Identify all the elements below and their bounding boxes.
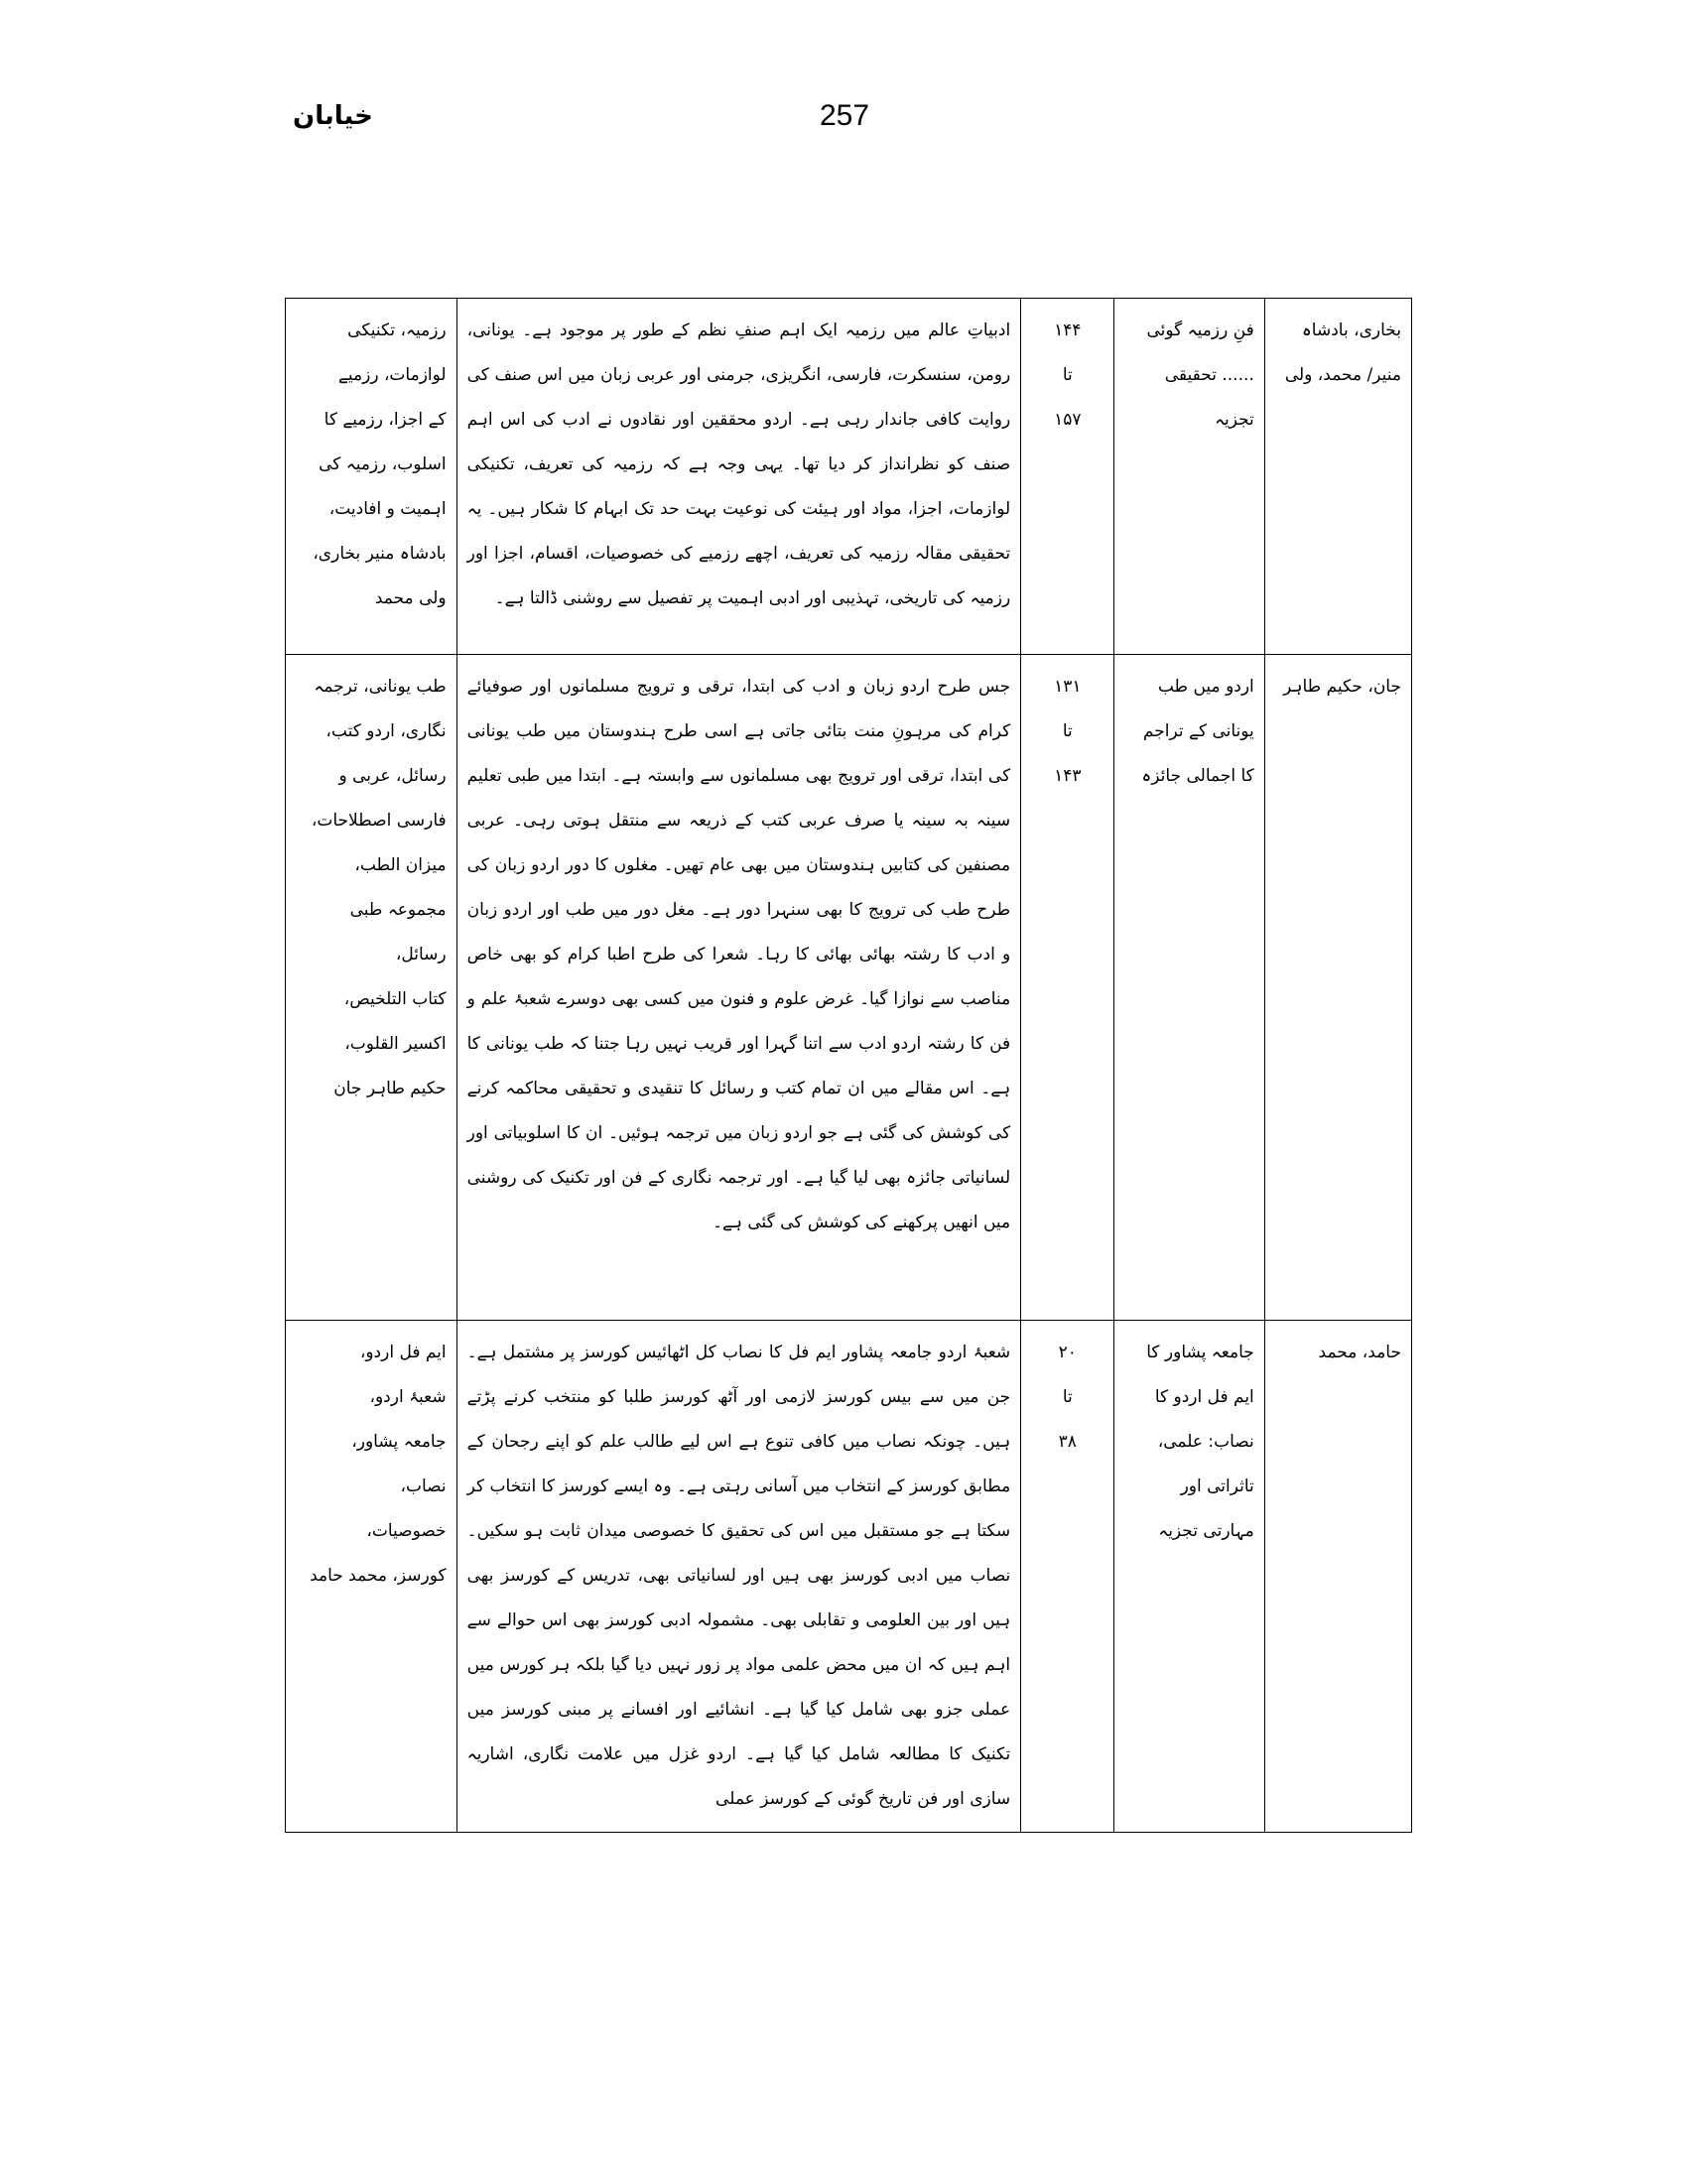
page-separator: تا xyxy=(1062,1387,1073,1407)
keyword-line: کورسز، محمد حامد xyxy=(310,1566,447,1586)
keyword-line: لوازمات، رزمیے xyxy=(337,365,447,385)
keyword-line: جامعہ پشاور، xyxy=(351,1432,447,1452)
author-cell: جان، حکیم طاہر xyxy=(1264,655,1411,1321)
keyword-line: ایم فل اردو، xyxy=(359,1343,447,1362)
keywords-cell xyxy=(286,1321,457,1833)
keyword-line: نگاری، اردو کتب، xyxy=(325,721,447,741)
keyword-line: خصوصیات، xyxy=(366,1521,447,1541)
title-cell: فنِ رزمیہ گوئی ...... تحقیقی تجزیہ xyxy=(1114,299,1264,655)
keyword-line: کتاب التلخیص، xyxy=(343,989,447,1009)
abstract-cell: شعبۂ اردو جامعہ پشاور ایم فل کا نصاب کل اٹھائیس کورسز پر مشتمل ہے۔ جن میں سے بیس کورسز لازمی اور آٹھ کورسز طلبا کو منتخب کرنے پڑتے ہیں۔ چونکہ نصاب میں کافی تنوع ہے اس لیے طالب علم کو اپنے رجحان کے مطابق کورسز کے انتخاب میں آسانی رہتی ہے۔ وہ ایسے کورسز کا انتخاب کر سکتا ہے جو مستقبل میں اس کی تحقیق کا خصوصی میدان ثابت ہو سکیں۔ نصاب میں ادبی کورسز بھی ہیں اور لسانیاتی بھی، تدریس کے کورسز بھی ہیں اور بین العلومی و تقابلی بھی۔ مشمولہ ادبی کورسز بھی اس حوالے سے اہم ہیں کہ ان میں محض علمی مواد پر زور نہیں دیا گیا بلکہ ہر کورس میں عملی جزو بھی شامل کیا گیا ہے۔ انشائیے اور افسانے پر مبنی کورسز میں تکنیک کا مطالعہ شامل کیا گیا ہے۔ اردو غزل میں علامت نگاری، اشاریہ سازی اور فن تاریخ گوئی کے کورسز عملی xyxy=(456,1321,1021,1833)
page-end: ۱۵۷ xyxy=(1054,410,1082,430)
keyword-line: فارسی اصطلاحات، xyxy=(311,811,447,831)
journal-title: خیابان xyxy=(293,101,373,131)
table-row xyxy=(286,1321,1412,1833)
title-cell: جامعہ پشاور کا ایم فل اردو کا نصاب: علمی، تاثراتی اور مہارتی تجزیہ xyxy=(1114,1321,1264,1833)
author-cell: بخاری، بادشاہ منیر/ محمد، ولی xyxy=(1264,299,1411,655)
keywords-cell xyxy=(286,299,457,655)
page-separator: تا xyxy=(1062,365,1073,385)
page-start: ۲۰ xyxy=(1058,1343,1077,1362)
keyword-line: رزمیہ، تکنیکی xyxy=(347,321,447,340)
keyword-line: ولی محمد xyxy=(374,588,447,608)
author-cell: حامد، محمد xyxy=(1264,1321,1411,1833)
keyword-line: اکسیر القلوب، xyxy=(344,1034,447,1054)
pages-cell xyxy=(1021,1321,1114,1833)
keyword-line: اہمیت و افادیت، xyxy=(328,499,447,519)
page-end: ۳۸ xyxy=(1058,1432,1077,1452)
abstract-cell: جس طرح اردو زبان و ادب کی ابتدا، ترقی و ترویج مسلمانوں اور صوفیائے کرام کی مرہونِ منت بتائی جاتی ہے اسی طرح ہندوستان میں طب یونانی کی ابتدا، ترقی اور ترویج بھی مسلمانوں سے وابستہ ہے۔ ابتدا میں طبی تعلیم سینہ بہ سینہ یا صرف عربی کتب کے ذریعہ سے منتقل ہوتی رہی۔ عربی مصنفین کی کتابیں ہندوستان میں بھی عام تھیں۔ مغلوں کا دور اردو زبان کی طرح طب کی ترویج کا بھی سنہرا دور ہے۔ مغل دور میں طب اور اردو زبان و ادب کا رشتہ بھائی بھائی کا رہا۔ شعرا کی طرح اطبا کرام کو بھی خاص مناصب سے نوازا گیا۔ غرض علوم و فنون میں کسی بھی دوسرے شعبۂ علم و فن کا رشتہ اردو ادب سے اتنا گہرا اور قریب نہیں رہا جتنا کہ طب یونانی کا ہے۔ اس مقالے میں ان تمام کتب و رسائل کا تنقیدی و تحقیقی محاکمہ کرنے کی کوشش کی گئی ہے جو اردو زبان میں ترجمہ ہوئیں۔ ان کا اسلوبیاتی اور لسانیاتی جائزہ بھی لیا گیا ہے۔ اور ترجمہ نگاری کے فن اور تکنیک کی روشنی میں انھیں پرکھنے کی کوشش کی گئی ہے۔ xyxy=(456,655,1021,1321)
pages-cell xyxy=(1021,655,1114,1321)
keyword-line: رسائل، عربی و xyxy=(338,766,447,786)
page-end: ۱۴۳ xyxy=(1054,766,1082,786)
keyword-line: شعبۂ اردو، xyxy=(369,1387,447,1407)
table-row xyxy=(286,655,1412,1321)
keyword-line: اسلوب، رزمیہ کی xyxy=(319,454,447,474)
keyword-line: نصاب، xyxy=(400,1477,447,1496)
keyword-line: طب یونانی، ترجمہ xyxy=(314,677,447,697)
page-start: ۱۴۴ xyxy=(1054,321,1082,340)
keyword-line: میزان الطب، xyxy=(354,855,447,875)
page-start: ۱۳۱ xyxy=(1054,677,1082,697)
page-separator: تا xyxy=(1062,721,1073,741)
keyword-line: حکیم طاہر جان xyxy=(333,1079,447,1098)
abstract-cell: ادبیاتِ عالم میں رزمیہ ایک اہم صنفِ نظم کے طور پر موجود ہے۔ یونانی، رومن، سنسکرت، فارسی، انگریزی، جرمنی اور عربی زبان میں اس صنف کی روایت کافی جاندار رہی ہے۔ اردو محققین اور نقادوں نے ادب کی اس اہم صنف کو نظرانداز کر دیا تھا۔ یہی وجہ ہے کہ رزمیہ کی تعریف، تکنیکی لوازمات، اجزا، مواد اور ہیئت کی نوعیت بہت حد تک ابہام کا شکار ہیں۔ یہ تحقیقی مقالہ رزمیہ کی تعریف، اچھے رزمیے کی خصوصیات، اقسام، اجزا اور رزمیہ کی تاریخی، تہذیبی اور ادبی اہمیت پر تفصیل سے روشنی ڈالتا ہے۔ xyxy=(456,299,1021,655)
pages-cell xyxy=(1021,299,1114,655)
table-row xyxy=(286,299,1412,655)
keyword-line: مجموعہ طبی رسائل، xyxy=(349,900,447,964)
keywords-cell xyxy=(286,655,457,1321)
keyword-line: کے اجزا، رزمیے کا xyxy=(324,410,447,430)
article-index-table xyxy=(285,298,1412,1833)
title-cell: اردو میں طب یونانی کے تراجم کا اجمالی جائزہ xyxy=(1114,655,1264,1321)
page-number: 257 xyxy=(820,99,870,132)
keyword-line: بادشاہ منیر بخاری، xyxy=(313,544,447,564)
